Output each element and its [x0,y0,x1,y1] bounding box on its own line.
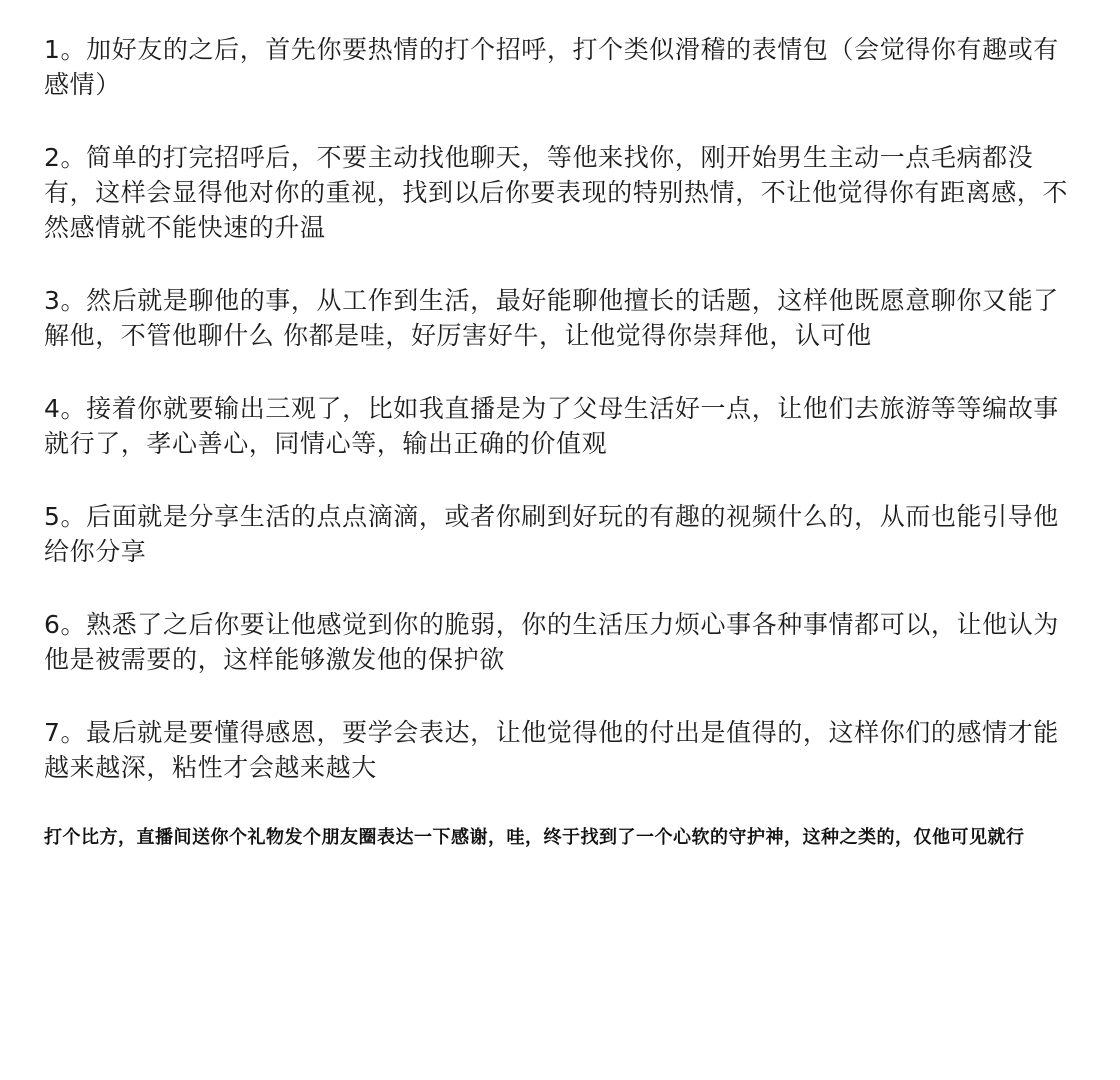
footnote: 打个比方，直播间送你个礼物发个朋友圈表达一下感谢，哇，终于找到了一个心软的守护神，这种之类的，仅他可见就行 [44,827,1025,848]
document-body [44,32,1084,853]
paragraph-6: 6。熟悉了之后你要让他感觉到你的脆弱，你的生活压力烦心事各种事情都可以，让他认为他是被需要的，这样能够激发他的保护欲 [44,610,1059,674]
paragraph-2: 2。简单的打完招呼后，不要主动找他聊天，等他来找你，刚开始男生主动一点毛病都没有，这样会显得他对你的重视，找到以后你要表现的特别热情，不让他觉得你有距离感，不然感情就不能快速的升温 [44,143,1069,242]
paragraph-7: 7。最后就是要懂得感恩，要学会表达，让他觉得他的付出是值得的，这样你们的感情才能越来越深，粘性才会越来越大 [44,718,1059,782]
paragraph-3: 3。然后就是聊他的事，从工作到生活，最好能聊他擅长的话题，这样他既愿意聊你又能了解他，不管他聊什么 你都是哇，好厉害好牛，让他觉得你崇拜他，认可他 [44,286,1059,350]
paragraph-4: 4。接着你就要输出三观了，比如我直播是为了父母生活好一点，让他们去旅游等等编故事就行了，孝心善心，同情心等，输出正确的价值观 [44,394,1059,458]
paragraph-5: 5。后面就是分享生活的点点滴滴，或者你刷到好玩的有趣的视频什么的，从而也能引导他给你分享 [44,502,1059,566]
paragraph-1: 1。加好友的之后，首先你要热情的打个招呼，打个类似滑稽的表情包（会觉得你有趣或有感情） [44,35,1059,99]
